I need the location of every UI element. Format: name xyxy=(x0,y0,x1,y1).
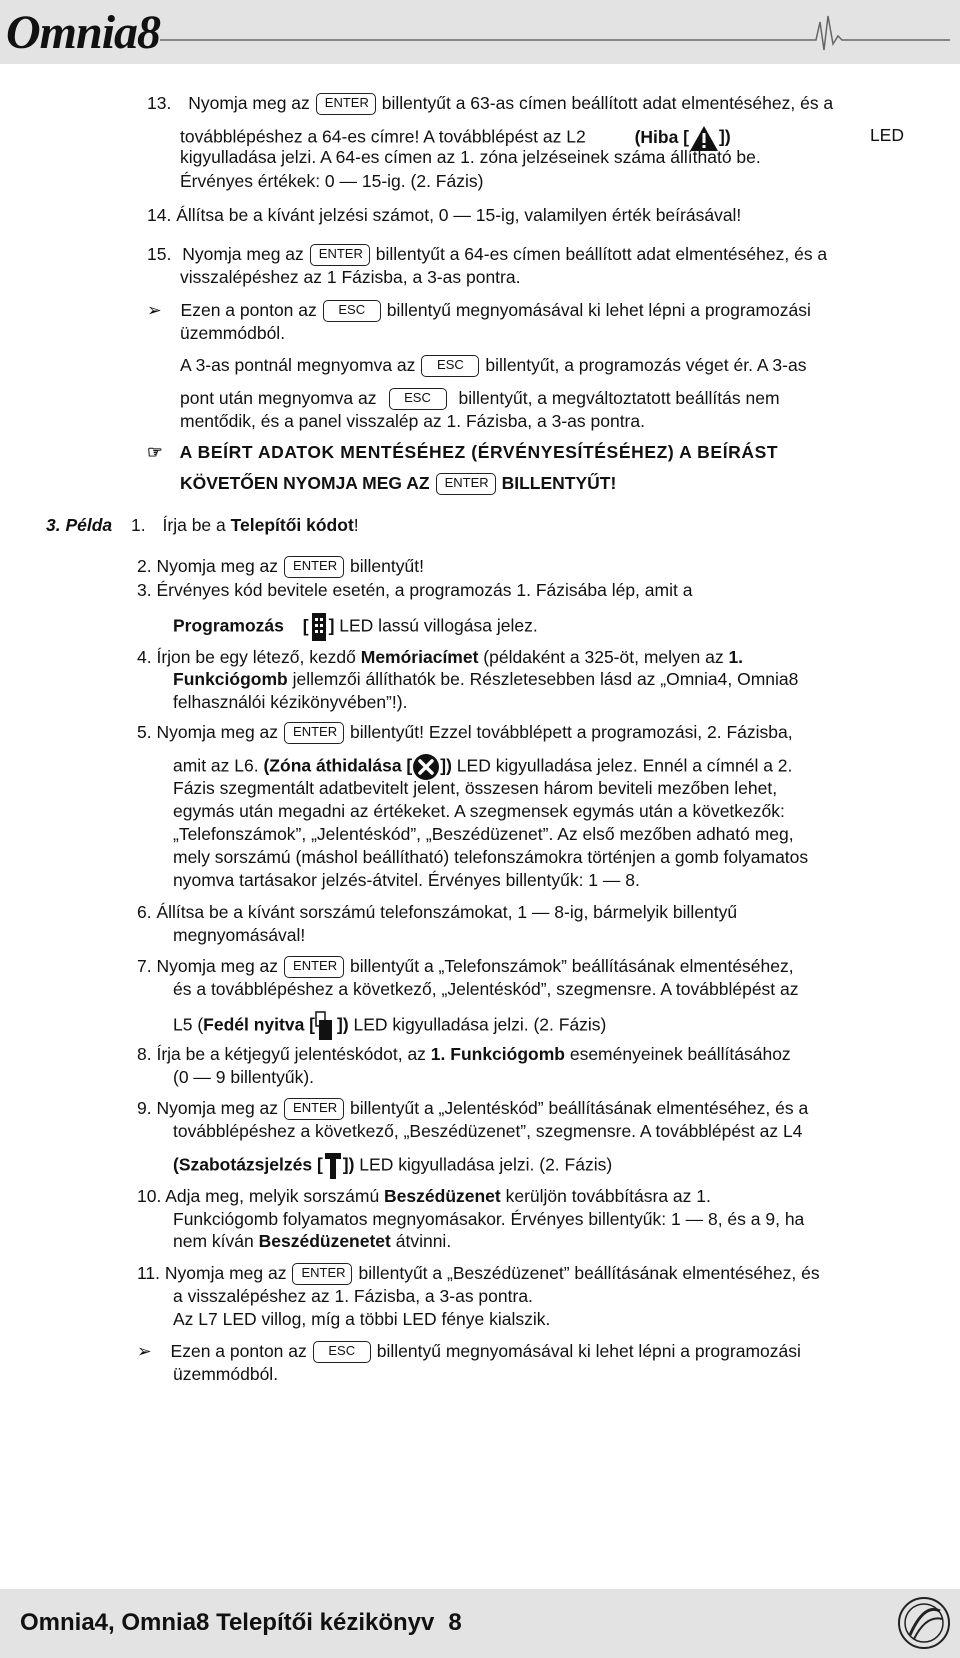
esc-key: ESC xyxy=(313,1341,371,1363)
page-footer xyxy=(0,1589,960,1658)
page-header xyxy=(0,0,960,64)
step-number: 13. xyxy=(147,93,172,113)
enter-key: ENTER xyxy=(436,473,496,495)
esc-key: ESC xyxy=(323,300,381,322)
tamper-icon xyxy=(323,1151,343,1181)
arrow-bullet-icon: ➢ xyxy=(147,300,162,320)
enter-key: ENTER xyxy=(284,1098,344,1120)
enter-key: ENTER xyxy=(292,1263,352,1285)
pulse-line-icon xyxy=(160,14,950,54)
enter-key: ENTER xyxy=(310,244,370,266)
page-number: 8 xyxy=(448,1609,462,1636)
esc-key: ESC xyxy=(421,355,479,377)
brand-logo: Omnia8 xyxy=(6,6,161,59)
enter-key: ENTER xyxy=(284,722,344,744)
lid-open-icon xyxy=(315,1010,337,1042)
footer-title: Omnia4, Omnia8 Telepítői kézikönyv 8 xyxy=(20,1609,462,1636)
enter-key: ENTER xyxy=(284,556,344,578)
pointing-hand-icon: ☞ xyxy=(147,442,163,462)
company-logo-icon xyxy=(896,1595,952,1651)
esc-key: ESC xyxy=(389,388,447,410)
keypad-led-icon xyxy=(309,612,329,642)
arrow-bullet-icon: ➢ xyxy=(137,1341,152,1361)
enter-key: ENTER xyxy=(316,93,376,115)
example-label: 3. Példa xyxy=(46,515,113,535)
enter-key: ENTER xyxy=(284,956,344,978)
